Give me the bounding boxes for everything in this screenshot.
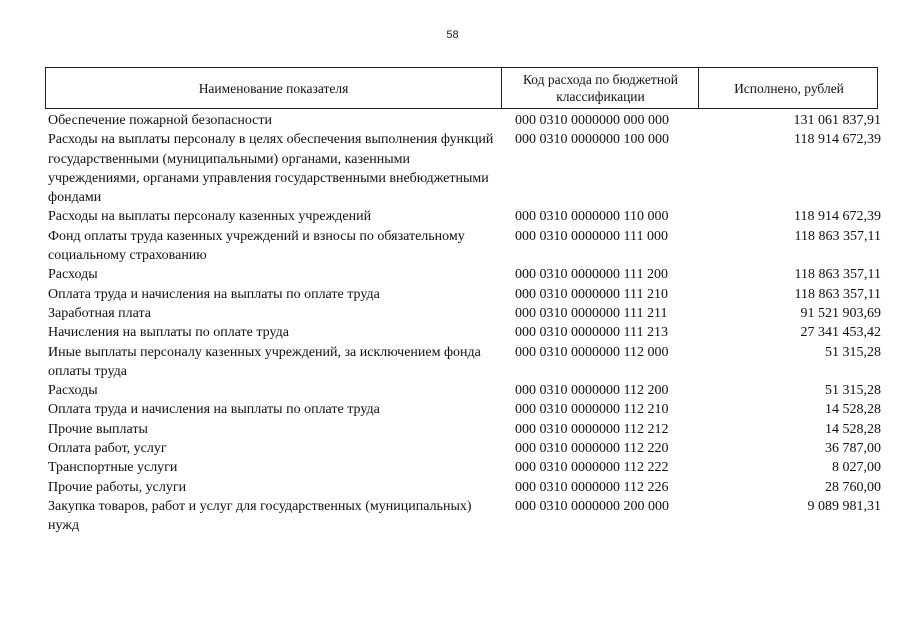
row-amount: 9 089 981,31 — [807, 498, 881, 514]
row-amount: 51 315,28 — [825, 344, 881, 360]
row-code: 000 0310 0000000 112 226 — [515, 479, 669, 495]
table-row — [48, 439, 881, 458]
row-amount: 36 787,00 — [825, 441, 881, 457]
row-name: Оплата работ, услуг — [48, 441, 167, 457]
row-code: 000 0310 0000000 111 211 — [515, 305, 668, 321]
table-row — [48, 111, 881, 130]
row-amount: 27 341 453,42 — [800, 325, 881, 341]
table-row — [48, 285, 881, 304]
row-code: 000 0310 0000000 112 210 — [515, 402, 669, 418]
row-name: Оплата труда и начисления на выплаты по оплате труда — [48, 286, 380, 302]
row-code: 000 0310 0000000 100 000 — [515, 132, 669, 148]
row-code: 000 0310 0000000 112 200 — [515, 383, 669, 399]
row-name: Начисления на выплаты по оплате труда — [48, 325, 289, 341]
row-amount: 14 528,28 — [825, 402, 881, 418]
row-code: 000 0310 0000000 000 000 — [515, 113, 669, 128]
header-name-column: Наименование показателя — [198, 80, 349, 96]
row-code: 000 0310 0000000 111 213 — [515, 325, 668, 341]
row-name: Расходы на выплаты персоналу казенных учреждений — [48, 209, 372, 225]
table-row — [48, 478, 881, 497]
row-name: Иные выплаты персоналу казенных учреждений, за исключением фонда оплаты труда — [48, 344, 481, 379]
table-row — [48, 458, 881, 477]
row-name: Оплата труда и начисления на выплаты по оплате труда — [48, 402, 380, 418]
table-body — [48, 111, 881, 536]
table-row — [48, 400, 881, 419]
row-name: Обеспечение пожарной безопасности — [48, 113, 273, 128]
header-amount-column: Исполнено, рублей — [698, 68, 879, 108]
row-amount: 118 914 672,39 — [794, 209, 881, 225]
row-amount: 8 027,00 — [832, 460, 881, 476]
row-code: 000 0310 0000000 111 210 — [515, 286, 668, 302]
table-row — [48, 343, 881, 382]
row-name: Заработная плата — [48, 305, 151, 321]
table-row — [48, 207, 881, 226]
row-amount: 28 760,00 — [825, 479, 881, 495]
row-code: 000 0310 0000000 112 222 — [515, 460, 669, 476]
row-amount: 118 863 357,11 — [794, 228, 881, 244]
row-amount: 118 863 357,11 — [794, 286, 881, 302]
table-row — [48, 420, 881, 439]
header-code-column: Код расхода по бюджетной классификации — [501, 68, 699, 108]
row-name: Расходы — [48, 383, 98, 399]
row-name: Прочие выплаты — [48, 421, 148, 437]
table-row — [48, 304, 881, 323]
row-code: 000 0310 0000000 112 212 — [515, 421, 669, 437]
row-name: Транспортные услуги — [48, 460, 178, 476]
row-name: Фонд оплаты труда казенных учреждений и взносы по обязательному социальному страхованию — [48, 228, 465, 264]
table-row — [48, 323, 881, 342]
row-amount: 131 061 837,91 — [793, 113, 881, 128]
row-code: 000 0310 0000000 111 000 — [515, 228, 668, 244]
row-amount: 91 521 903,69 — [800, 305, 881, 321]
table-row — [48, 130, 881, 207]
row-amount: 118 863 357,11 — [794, 267, 881, 283]
row-name: Закупка товаров, работ и услуг для государственных (муниципальных) нужд — [48, 498, 472, 534]
table-row — [48, 265, 881, 284]
row-name: Расходы на выплаты персоналу в целях обеспечения выполнения функций государственными (муниципальными) органами, казенными учреждениями, органами управления государственными внебюджетными фондами — [48, 132, 494, 206]
row-code: 000 0310 0000000 110 000 — [515, 209, 669, 225]
row-code: 000 0310 0000000 112 220 — [515, 441, 669, 457]
table-row — [48, 497, 881, 536]
row-name: Прочие работы, услуги — [48, 479, 187, 495]
row-amount: 118 914 672,39 — [794, 132, 881, 148]
table-row — [48, 227, 881, 266]
row-amount: 51 315,28 — [825, 383, 881, 399]
row-code: 000 0310 0000000 112 000 — [515, 344, 669, 360]
table-row — [48, 381, 881, 400]
row-code: 000 0310 0000000 200 000 — [515, 498, 669, 514]
row-amount: 14 528,28 — [825, 421, 881, 437]
row-code: 000 0310 0000000 111 200 — [515, 267, 668, 283]
page-number: 58 — [446, 29, 459, 41]
table-header — [45, 67, 878, 109]
row-name: Расходы — [48, 267, 98, 283]
